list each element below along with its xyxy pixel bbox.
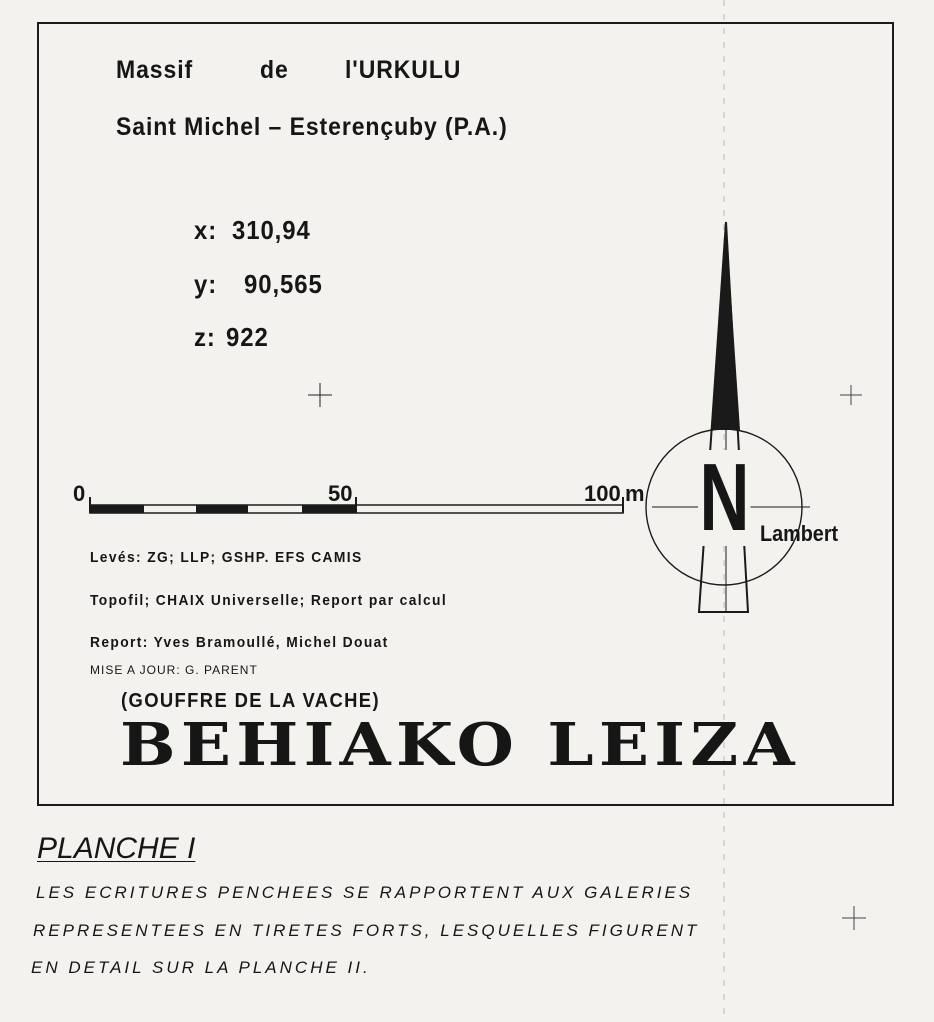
scale-segment [90, 505, 144, 513]
coord-z-label: z: [194, 322, 216, 352]
registration-cross-bottom [842, 906, 866, 930]
massif-label: Massif [116, 56, 194, 84]
projection-label: Lambert [760, 521, 839, 546]
credits-mise-a-jour: MISE A JOUR: G. PARENT [90, 663, 258, 677]
plate-note-line-2: REPRESENTEES EN TIRETES FORTS, LESQUELLES FIGURENT [33, 921, 700, 940]
plate-note-line-3: EN DETAIL SUR LA PLANCHE II. [31, 958, 371, 977]
north-letter: N [699, 444, 750, 551]
cave-name: BEHIAKO LEIZA [120, 710, 800, 780]
location-title: Saint Michel – Esterençuby (P.A.) [116, 113, 508, 141]
credits-topofil: Topofil; CHAIX Universelle; Report par calcul [90, 592, 448, 609]
registration-cross-center [308, 383, 332, 407]
scale-label-100: 100 [584, 481, 621, 506]
coord-x-value: 310,94 [232, 215, 311, 245]
scale-bar [90, 497, 623, 513]
credits-leves: Levés: ZG; LLP; GSHP. EFS CAMIS [90, 549, 363, 566]
scale-unit: m [625, 481, 645, 506]
credits-report: Report: Yves Bramoullé, Michel Douat [90, 634, 389, 651]
cave-subtitle: (GOUFFRE DE LA VACHE) [121, 690, 380, 712]
coord-x-label: x: [194, 215, 218, 245]
north-arrow [646, 222, 810, 612]
scale-label-50: 50 [328, 481, 353, 506]
massif-de: de [260, 56, 289, 84]
registration-cross-right [840, 385, 862, 405]
coord-y-value: 90,565 [244, 269, 323, 299]
coord-y-label: y: [194, 269, 218, 299]
scale-segment [196, 505, 248, 513]
plate-note-line-1: LES ECRITURES PENCHEES SE RAPPORTENT AUX GALERIES [36, 883, 694, 902]
plate-title: PLANCHE I [37, 832, 196, 865]
massif-name: l'URKULU [345, 56, 462, 84]
coord-z-value: 922 [226, 322, 269, 352]
scale-label-0: 0 [73, 481, 86, 506]
